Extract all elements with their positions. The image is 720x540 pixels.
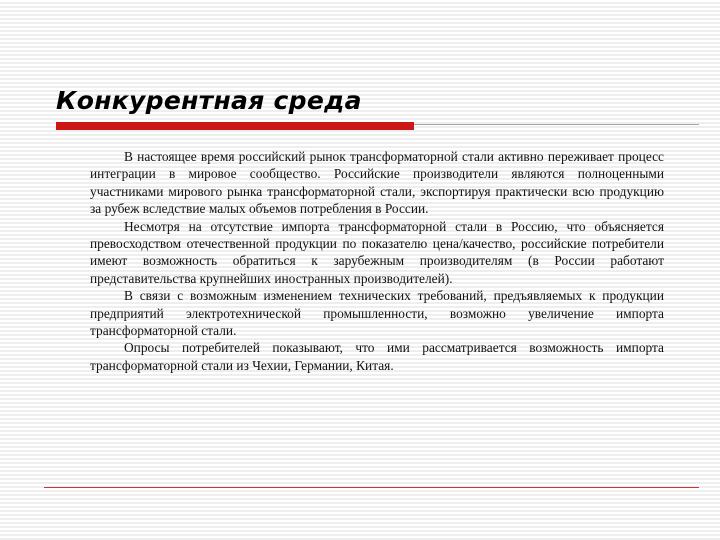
footer-divider <box>44 487 699 488</box>
body-text <box>90 148 664 374</box>
paragraph: В связи с возможным изменением технических требований, предъявляемых к продукции предприятий электротехнической промышленности, возможно увеличение импорта трансформаторной стали. <box>90 288 664 339</box>
slide-title: Конкурентная среда <box>56 86 362 115</box>
title-accent-bar <box>56 122 414 130</box>
paragraph: Опросы потребителей показывают, что ими рассматривается возможность импорта трансформаторной стали из Чехии, Германии, Китая. <box>90 340 664 373</box>
paragraph: В настоящее время российский рынок трансформаторной стали активно переживает процесс интеграции в мировое сообщество. Российские производители являются полноценными участниками мирового рынка трансформаторной стали, экспортируя практически всю продукцию за рубеж вследствие малых объемов потребления в России. <box>90 149 664 217</box>
paragraph: Несмотря на отсутствие импорта трансформаторной стали в Россию, что объясняется превосходством отечественной продукции по показателю цена/качество, российские потребители имеют возможность обратиться к зарубежным производителям (в России работают представительства крупнейших иностранных производителей). <box>90 218 664 286</box>
